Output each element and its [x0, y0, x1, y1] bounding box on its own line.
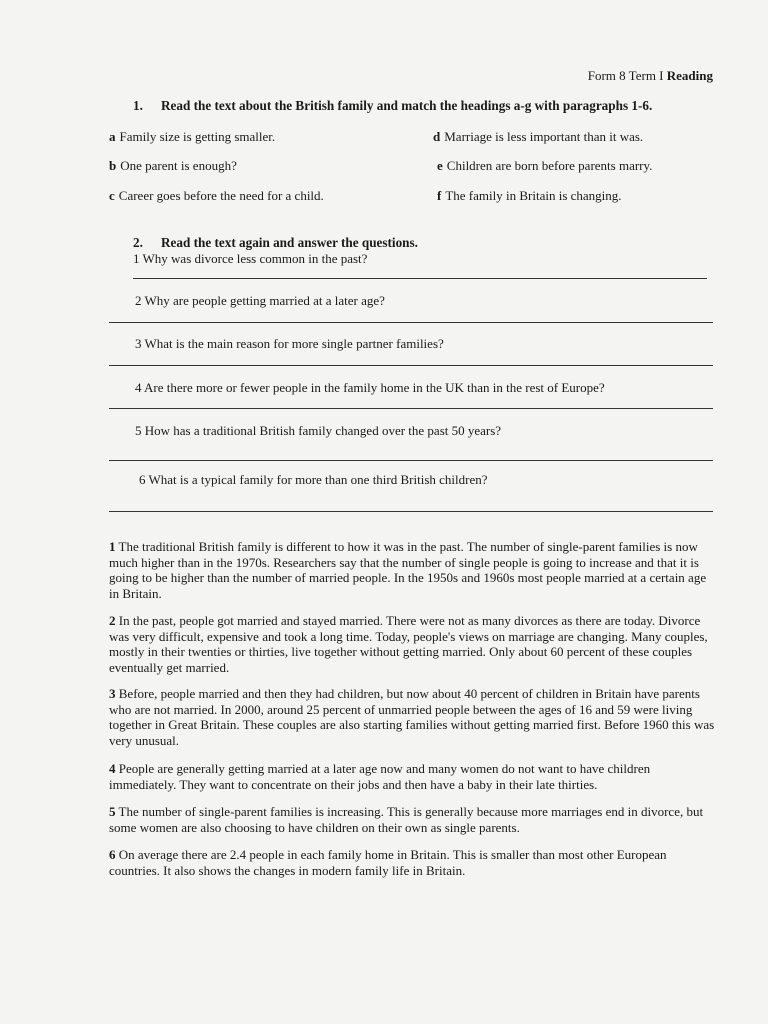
paragraph-3	[109, 686, 717, 748]
question-2: 2 Why are people getting married at a later age?	[135, 293, 385, 308]
answer-line-1[interactable]	[133, 278, 707, 279]
question-5: 5 How has a traditional British family changed over the past 50 years?	[135, 423, 502, 438]
page-header	[588, 68, 713, 84]
heading-f	[437, 188, 622, 204]
paragraph-5	[109, 804, 717, 835]
question-4: 4 Are there more or fewer people in the family home in the UK than in the rest of Europe?	[135, 380, 605, 395]
task1-instruction	[133, 98, 652, 114]
paragraph-number: 3	[109, 686, 116, 701]
answer-line-4[interactable]	[109, 408, 713, 409]
heading-d	[433, 129, 643, 145]
heading-letter: d	[433, 129, 441, 144]
heading-letter: a	[109, 129, 116, 144]
paragraph-number: 5	[109, 804, 116, 819]
task2-instruction	[133, 235, 418, 251]
heading-b	[109, 158, 237, 174]
question-3: 3 What is the main reason for more single partner families?	[135, 336, 444, 351]
paragraph-1	[109, 539, 717, 601]
heading-e	[437, 158, 652, 174]
paragraph-4	[109, 761, 717, 792]
task2-number: 2.	[133, 235, 143, 250]
paragraph-number: 4	[109, 761, 116, 776]
question-1: 1 Why was divorce less common in the past?	[133, 251, 368, 266]
task2-text: Read the text again and answer the questions.	[161, 235, 418, 250]
paragraph-text: On average there are 2.4 people in each family home in Britain. This is smaller than most other European countries. It also shows the changes in modern family life in Britain.	[109, 847, 667, 878]
header-reading: Reading	[666, 68, 713, 83]
paragraph-number: 6	[109, 847, 116, 862]
question-6: 6 What is a typical family for more than one third British children?	[139, 472, 488, 487]
heading-text: Children are born before parents marry.	[446, 158, 653, 173]
heading-text: Marriage is less important than it was.	[444, 129, 644, 144]
paragraph-text: Before, people married and then they had children, but now about 40 percent of children in Britain have parents who are not married. In 2000, around 25 percent of unmarried people between the ages of 16 and 59 were living together in Great Britain. These couples are also starting families without getting married first. Before 1960 this was very unusual.	[109, 686, 715, 748]
paragraph-text: The traditional British family is different to how it was in the past. The number of single-parent families is now much higher than in the 1970s. Researchers say that the number of single people is going to increase and that it is going to be higher than the number of married people. In the 1950s and 1960s most people married at a certain age in Britain.	[109, 539, 707, 601]
heading-text: Career goes before the need for a child.	[118, 188, 324, 203]
header-prefix: Form 8 Term I	[587, 68, 667, 83]
paragraph-text: In the past, people got married and stayed married. There were not as many divorces as there are today. Divorce was very difficult, expensive and took a long time. Today, people's views on marriage are changing. Many couples, mostly in their twenties or thirties, live together without getting married. Only about 60 percent of these couples eventually get married.	[109, 613, 708, 675]
answer-line-5[interactable]	[109, 460, 713, 461]
task1-text: Read the text about the British family and match the headings a-g with paragraphs 1-6.	[161, 98, 653, 113]
heading-text: The family in Britain is changing.	[445, 188, 622, 203]
paragraph-text: People are generally getting married at a later age now and many women do not want to have children immediately. They want to concentrate on their jobs and then have a baby in their late thirties.	[109, 761, 651, 792]
paragraph-number: 2	[109, 613, 116, 628]
heading-letter: e	[437, 158, 443, 173]
answer-line-6[interactable]	[109, 511, 713, 512]
answer-line-2[interactable]	[109, 322, 713, 323]
paragraph-number: 1	[109, 539, 116, 554]
answer-line-3[interactable]	[109, 365, 713, 366]
heading-text: One parent is enough?	[120, 158, 237, 173]
heading-a	[109, 129, 275, 145]
heading-text: Family size is getting smaller.	[119, 129, 276, 144]
paragraph-6	[109, 847, 717, 878]
paragraph-2	[109, 613, 717, 675]
heading-letter: b	[109, 158, 117, 173]
heading-letter: f	[437, 188, 442, 203]
heading-letter: c	[109, 188, 115, 203]
task1-number: 1.	[133, 98, 143, 113]
paragraph-text: The number of single-parent families is increasing. This is generally because more marriages end in divorce, but some women are also choosing to have children on their own as single parents.	[109, 804, 704, 835]
heading-c	[109, 188, 324, 204]
